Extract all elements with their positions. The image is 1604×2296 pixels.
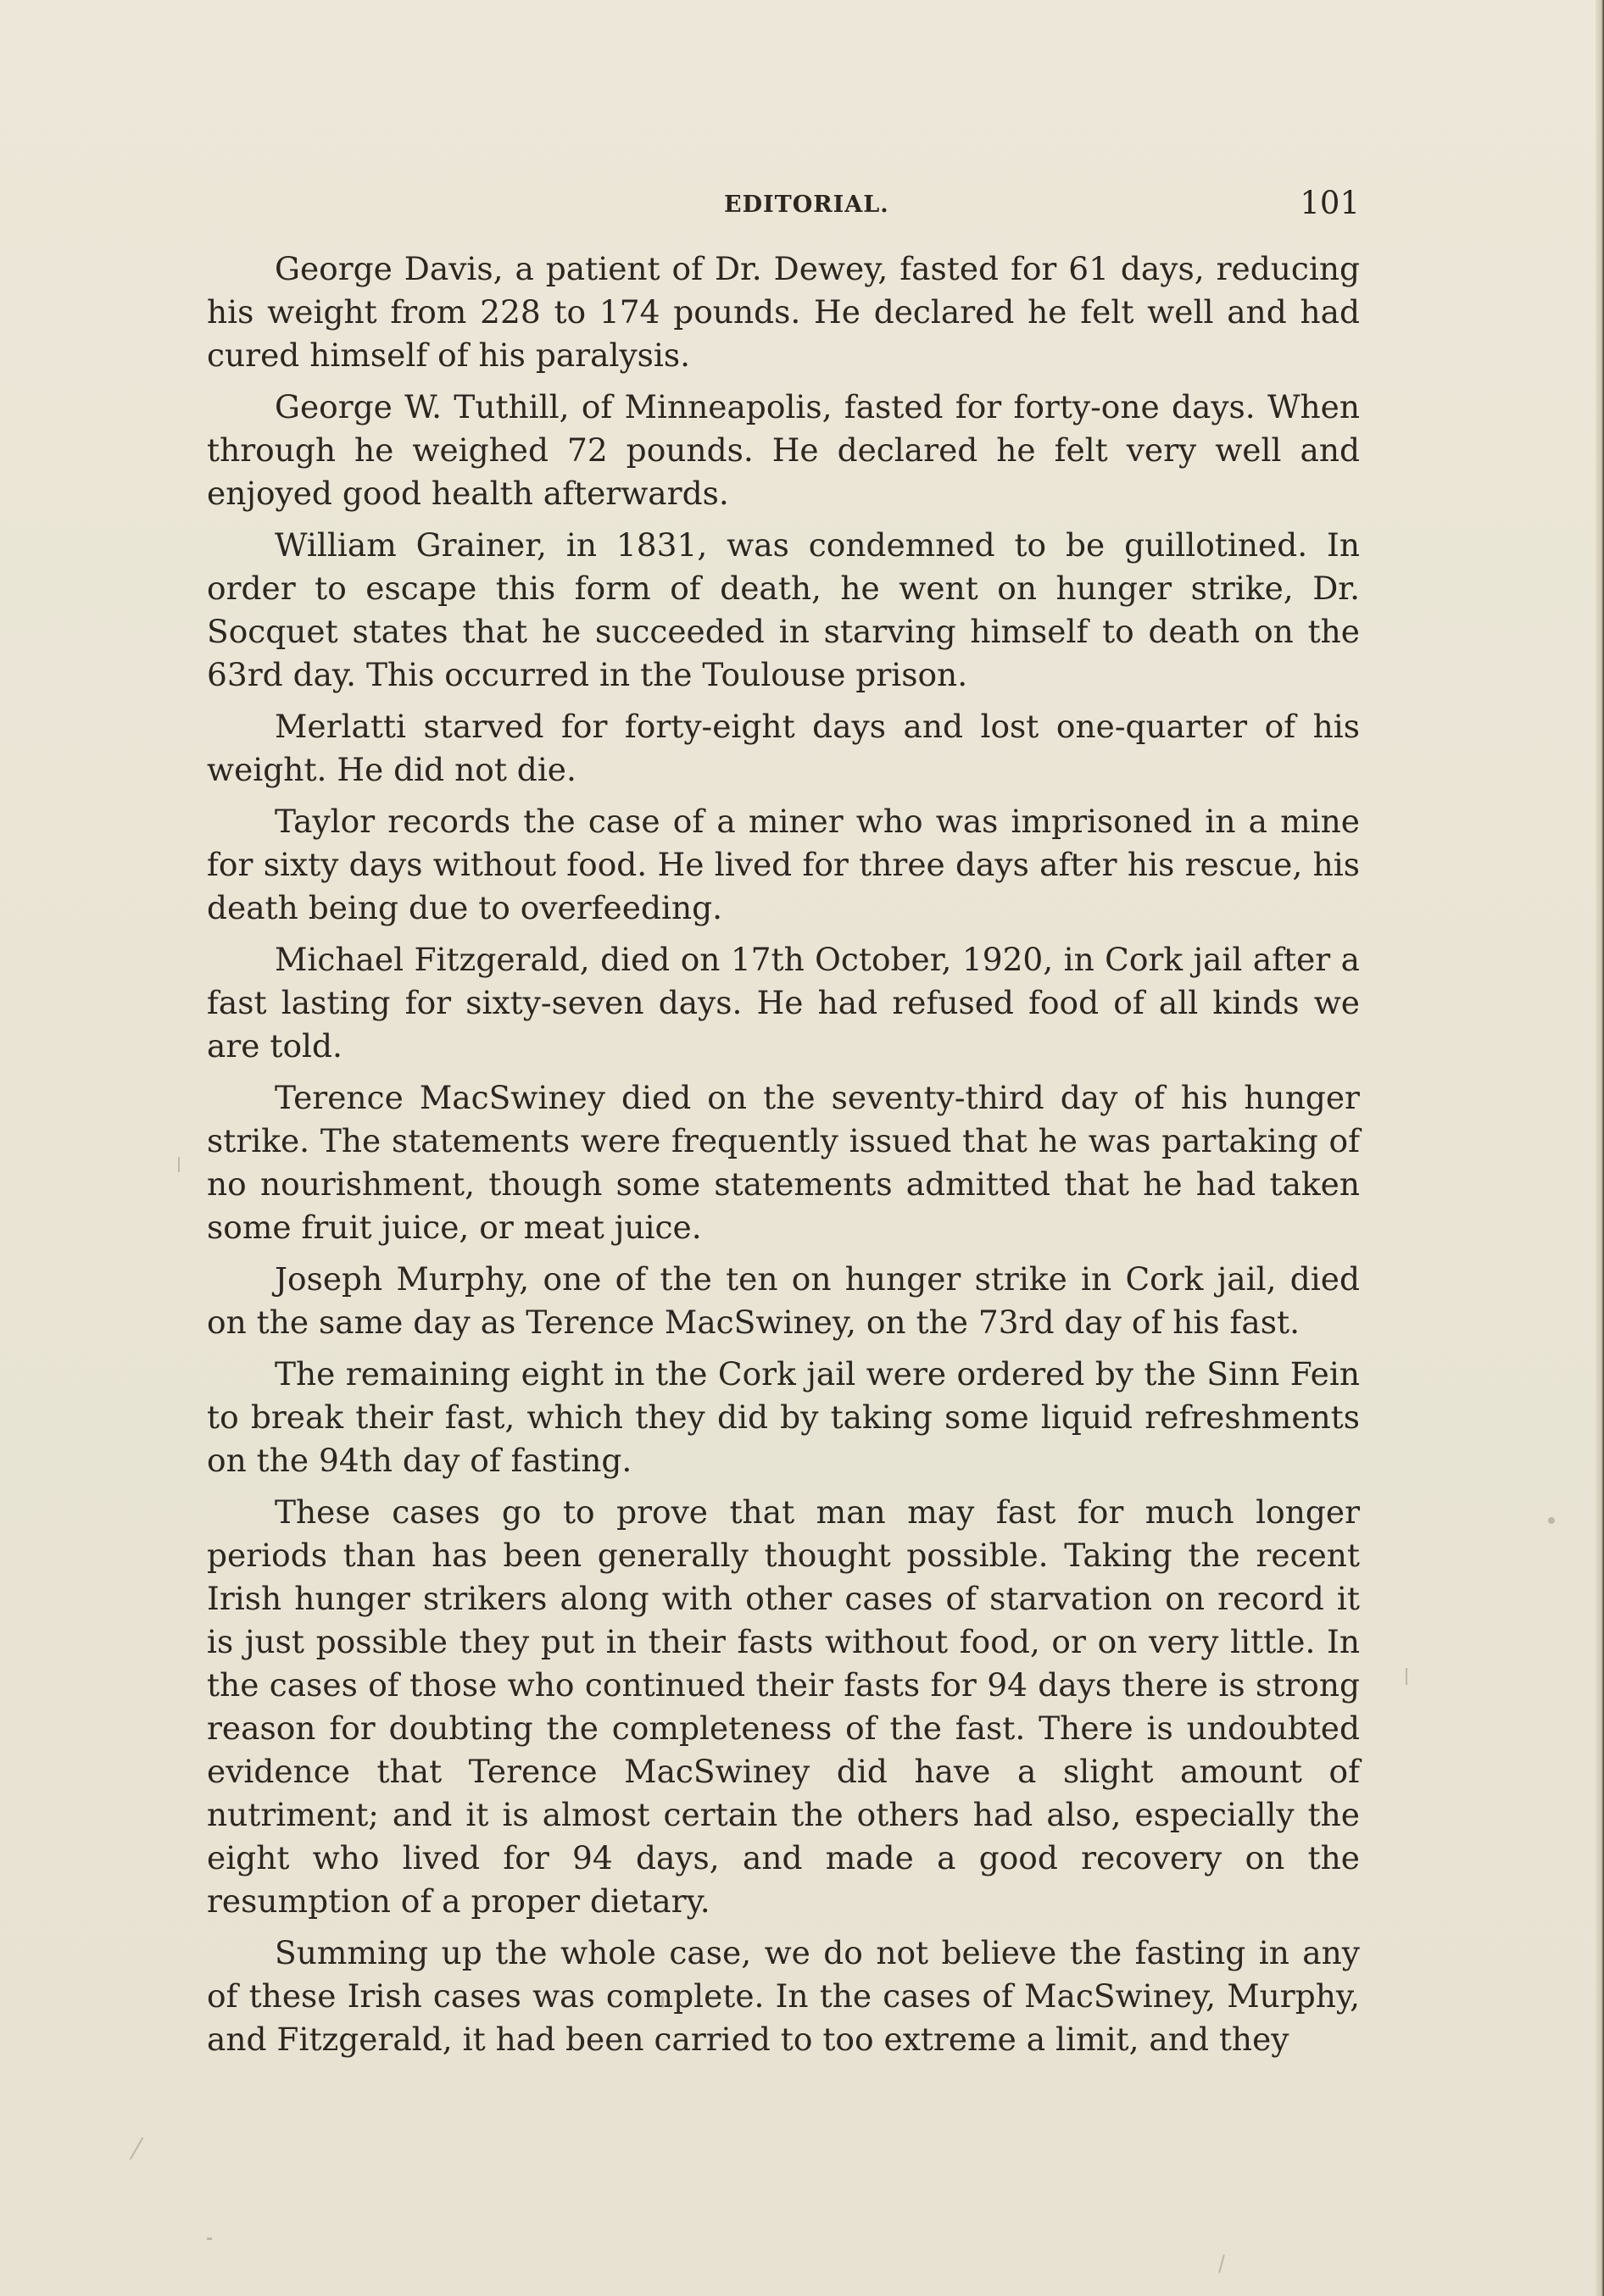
paragraph-murphy: Joseph Murphy, one of the ten on hunger strike in Cork jail, died on the same day as Terence MacSwiney, on the 73rd day of his fast. [207,1260,1360,1341]
paper-speck [130,2138,144,2160]
paragraph-fitzgerald: Michael Fitzgerald, died on 17th October, 1920, in Cork jail after a fast lasting for sixty-seven days. He had refused food of all kinds we are told. [207,941,1360,1065]
paper-speck [1406,1668,1407,1685]
page-edge-shadow [1596,0,1604,2296]
paragraph-summing-up: Summing up the whole case, we do not believe the fasting in any of these Irish cases was complete. In the cases of MacSwiney, Murphy, and Fitzgerald, it had been carried to too extreme a limit, and they [207,1934,1360,2058]
paragraph-grainer: William Grainer, in 1831, was condemned to be guillotined. In order to escape this form of death, he went on hunger strike, Dr. Socquet states that he succeeded in starving himself to death on the 63rd day. This occurred in the Toulouse prison. [207,526,1360,693]
body-text [207,247,1360,2070]
paper-speck [207,2238,212,2240]
running-head: EDITORIAL. [724,192,889,218]
page-header [207,178,1360,229]
paragraph-george-davis: George Davis, a patient of Dr. Dewey, fasted for 61 days, reducing his weight from 228 to 174 pounds. He declared he felt well and had cured himself of his paralysis. [207,250,1360,374]
paragraph-these-cases: These cases go to prove that man may fast for much longer periods than has been generally thought possible. Taking the recent Irish hunger strikers along with other cases of starvation on record it is just possible they put in their fasts without food, or on very little. In the cases of those who continued their fasts for 94 days there is strong reason for doubting the completeness of the fast. There is undoubted evidence that Terence MacSwiney did have a slight amount of nutriment; and it is almost certain the others had also, especially the eight who lived for 94 days, and made a good recovery on the resumption of a proper dietary. [207,1493,1360,1920]
paragraph-remaining-eight: The remaining eight in the Cork jail were ordered by the Sinn Fein to break their fast, which they did by taking some liquid refreshments on the 94th day of fasting. [207,1355,1360,1479]
page-number: 101 [1300,185,1360,221]
paper-speck [178,1157,180,1172]
paper-speck [1548,1517,1555,1524]
paragraph-merlatti: Merlatti starved for forty-eight days and lost one-quarter of his weight. He did not die. [207,708,1360,788]
paper-speck [661,1996,664,2008]
paragraph-tuthill: George W. Tuthill, of Minneapolis, fasted for forty-one days. When through he weighed 72 pounds. He declared he felt very well and enjoyed good health afterwards. [207,388,1360,512]
paragraph-macswiney: Terence MacSwiney died on the seventy-third day of his hunger strike. The statements were frequently issued that he was partaking of no nourishment, though some statements admitted that he had taken some fruit juice, or meat juice. [207,1079,1360,1246]
paragraph-taylor: Taylor records the case of a miner who was imprisoned in a mine for sixty days without food. He lived for three days after his rescue, his death being due to overfeeding. [207,803,1360,926]
paper-speck [1218,2254,1225,2273]
